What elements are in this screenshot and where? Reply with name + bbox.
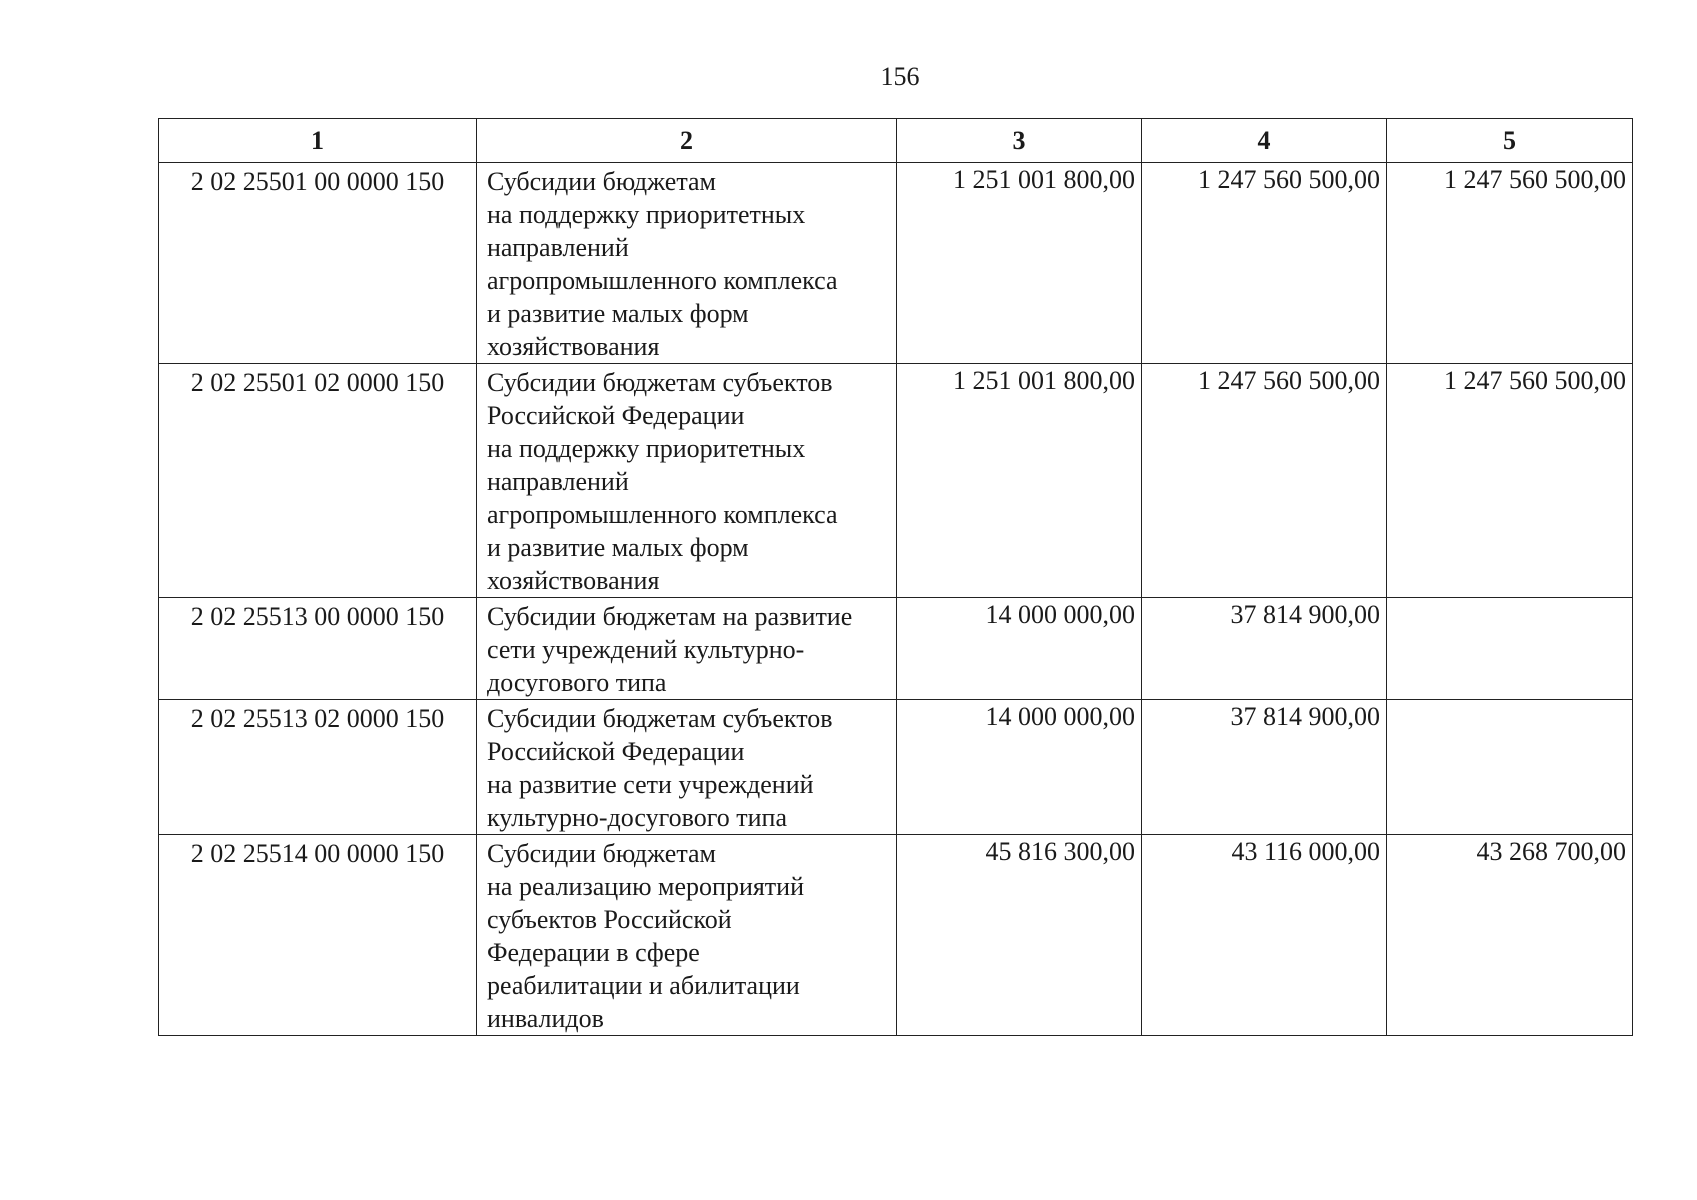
table-row	[159, 700, 1633, 835]
row-name	[477, 598, 897, 700]
row-value-3: 14 000 000,00	[897, 598, 1142, 700]
header-col-1: 1	[159, 119, 477, 163]
table-row	[159, 364, 1633, 598]
name-line: сети учреждений культурно-	[487, 635, 805, 664]
header-col-4: 4	[1142, 119, 1387, 163]
name-line: субъектов Российской	[487, 905, 732, 934]
row-value-4: 1 247 560 500,00	[1142, 364, 1387, 598]
name-line: культурно-досугового типа	[487, 803, 787, 832]
row-value-3: 1 251 001 800,00	[897, 364, 1142, 598]
row-value-5	[1387, 598, 1633, 700]
row-name	[477, 700, 897, 835]
name-line: на поддержку приоритетных	[487, 434, 806, 463]
name-line: направлений	[487, 233, 629, 262]
name-line: на развитие сети учреждений	[487, 770, 814, 799]
name-line: Субсидии бюджетам на развитие	[487, 602, 853, 631]
header-col-5: 5	[1387, 119, 1633, 163]
name-line: Субсидии бюджетам субъектов	[487, 704, 833, 733]
name-line: Субсидии бюджетам субъектов	[487, 368, 833, 397]
row-value-3: 1 251 001 800,00	[897, 163, 1142, 364]
name-line: агропромышленного комплекса	[487, 500, 838, 529]
name-line: Российской Федерации	[487, 737, 745, 766]
table-row	[159, 598, 1633, 700]
name-line: на реализацию мероприятий	[487, 872, 805, 901]
row-value-3: 14 000 000,00	[897, 700, 1142, 835]
name-line: и развитие малых форм	[487, 299, 749, 328]
row-value-5: 1 247 560 500,00	[1387, 364, 1633, 598]
table-row	[159, 835, 1633, 1036]
name-line: хозяйствования	[487, 566, 660, 595]
name-line: Субсидии бюджетам	[487, 167, 716, 196]
row-value-5	[1387, 700, 1633, 835]
budget-table	[158, 118, 1633, 1036]
row-code: 2 02 25501 02 0000 150	[159, 364, 477, 598]
row-value-5: 1 247 560 500,00	[1387, 163, 1633, 364]
name-line: на поддержку приоритетных	[487, 200, 806, 229]
name-line: инвалидов	[487, 1004, 604, 1033]
name-line: направлений	[487, 467, 629, 496]
row-value-5: 43 268 700,00	[1387, 835, 1633, 1036]
row-name	[477, 364, 897, 598]
name-line: и развитие малых форм	[487, 533, 749, 562]
row-code: 2 02 25501 00 0000 150	[159, 163, 477, 364]
name-line: реабилитации и абилитации	[487, 971, 800, 1000]
row-value-4: 43 116 000,00	[1142, 835, 1387, 1036]
name-line: Субсидии бюджетам	[487, 839, 716, 868]
name-line: Федерации в сфере	[487, 938, 700, 967]
row-code: 2 02 25514 00 0000 150	[159, 835, 477, 1036]
row-value-4: 37 814 900,00	[1142, 700, 1387, 835]
row-value-4: 37 814 900,00	[1142, 598, 1387, 700]
row-value-3: 45 816 300,00	[897, 835, 1142, 1036]
name-line: агропромышленного комплекса	[487, 266, 838, 295]
page-number: 156	[880, 62, 920, 91]
name-line: досугового типа	[487, 668, 667, 697]
row-value-4: 1 247 560 500,00	[1142, 163, 1387, 364]
row-code: 2 02 25513 02 0000 150	[159, 700, 477, 835]
header-row	[159, 119, 1633, 163]
header-col-3: 3	[897, 119, 1142, 163]
header-col-2: 2	[477, 119, 897, 163]
name-line: хозяйствования	[487, 332, 660, 361]
row-name	[477, 163, 897, 364]
table-row	[159, 163, 1633, 364]
row-name	[477, 835, 897, 1036]
row-code: 2 02 25513 00 0000 150	[159, 598, 477, 700]
name-line: Российской Федерации	[487, 401, 745, 430]
